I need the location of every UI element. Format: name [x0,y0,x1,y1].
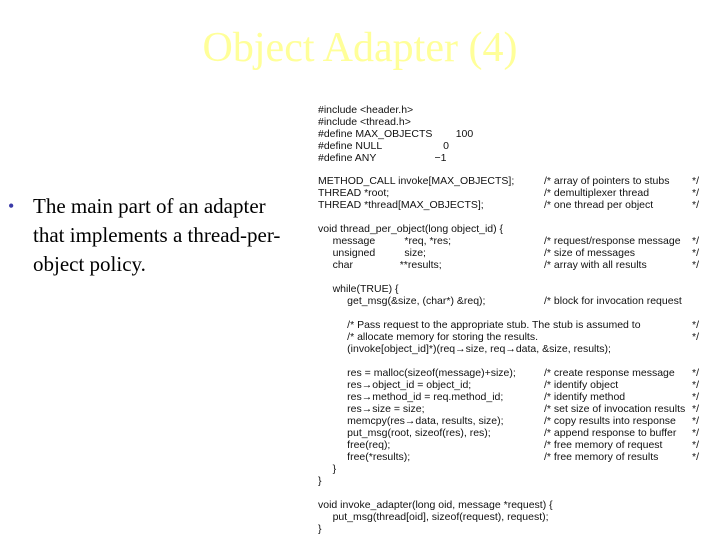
code-comment-end: */ [692,427,700,439]
code-line: #define MAX_OBJECTS 100 [318,128,474,140]
code-line: res→size = size; [318,403,425,415]
code-line: } [318,463,337,475]
code-line: get_msg(&size, (char*) &req); [318,295,486,307]
code-comment: /* one thread per object [544,199,654,211]
code-line: res→object_id = object_id; [318,379,472,391]
code-line: THREAD *root; [318,187,390,199]
code-comment: /* array of pointers to stubs [544,175,670,187]
code-line: } [318,523,322,535]
code-comment-end: */ [692,367,700,379]
code-line: #define ANY −1 [318,152,447,164]
code-line: res = malloc(sizeof(message)+size); [318,367,516,379]
code-comment: /* identify method [544,391,626,403]
code-line: put_msg(root, sizeof(res), res); [318,427,491,439]
code-comment-end: */ [692,331,700,343]
code-comment: /* free memory of request [544,439,663,451]
code-comment-end: */ [692,391,700,403]
code-line: unsigned size; [318,247,426,259]
code-line: void invoke_adapter(long oid, message *request) { [318,499,553,511]
code-comment: /* set size of invocation results [544,403,686,415]
bullet-dot-icon: • [8,196,15,216]
code-line: res→method_id = req.method_id; [318,391,504,403]
code-listing [310,96,720,540]
code-line: void thread_per_object(long object_id) { [318,223,504,235]
code-line: memcpy(res→data, results, size); [318,415,504,427]
code-comment: /* request/response message [544,235,681,247]
code-comment-end: */ [692,451,700,463]
code-comment: /* array with all results [544,259,647,271]
code-comment-end: */ [692,439,700,451]
code-comment: /* identify object [544,379,619,391]
code-line: #define NULL 0 [318,140,449,152]
code-line: message *req, *res; [318,235,452,247]
code-line: free(req); [318,439,391,451]
code-line: put_msg(thread[oid], sizeof(request), request); [318,511,549,523]
code-line: free(*results); [318,451,411,463]
code-comment-end: */ [692,403,700,415]
code-comment: /* size of messages [544,247,636,259]
code-comment: /* demultiplexer thread [544,187,650,199]
code-line: /* Pass request to the appropriate stub. The stub is assumed to [318,319,641,331]
code-comment-end: */ [692,259,700,271]
code-line: } [318,475,322,487]
code-line: (invoke[object_id]*)(req→size, req→data, &size, results); [318,343,611,355]
code-comment-end: */ [692,415,700,427]
code-line: THREAD *thread[MAX_OBJECTS]; [318,199,484,211]
bullet-text: The main part of an adapter that implements a thread-per-object policy. [33,194,281,276]
code-comment-end: */ [692,235,700,247]
code-comment-end: */ [692,379,700,391]
code-comment-end: */ [692,187,700,199]
code-comment: /* free memory of results [544,451,659,463]
code-comment: /* create response message [544,367,675,379]
code-comment-end: */ [692,199,700,211]
code-comment-end: */ [692,247,700,259]
code-line: /* allocate memory for storing the results. [318,331,538,343]
slide-title: Object Adapter (4) [202,25,518,71]
code-line: while(TRUE) { [318,283,399,295]
code-comment-end: */ [692,319,700,331]
code-line: char **results; [318,259,442,271]
code-comment: /* append response to buffer [544,427,677,439]
code-comment: /* copy results into response [544,415,676,427]
code-line: METHOD_CALL invoke[MAX_OBJECTS]; [318,175,515,187]
code-line: #include <thread.h> [318,116,411,128]
code-line: #include <header.h> [318,104,414,116]
code-comment: /* block for invocation request [544,295,682,307]
code-comment-end: */ [692,175,700,187]
